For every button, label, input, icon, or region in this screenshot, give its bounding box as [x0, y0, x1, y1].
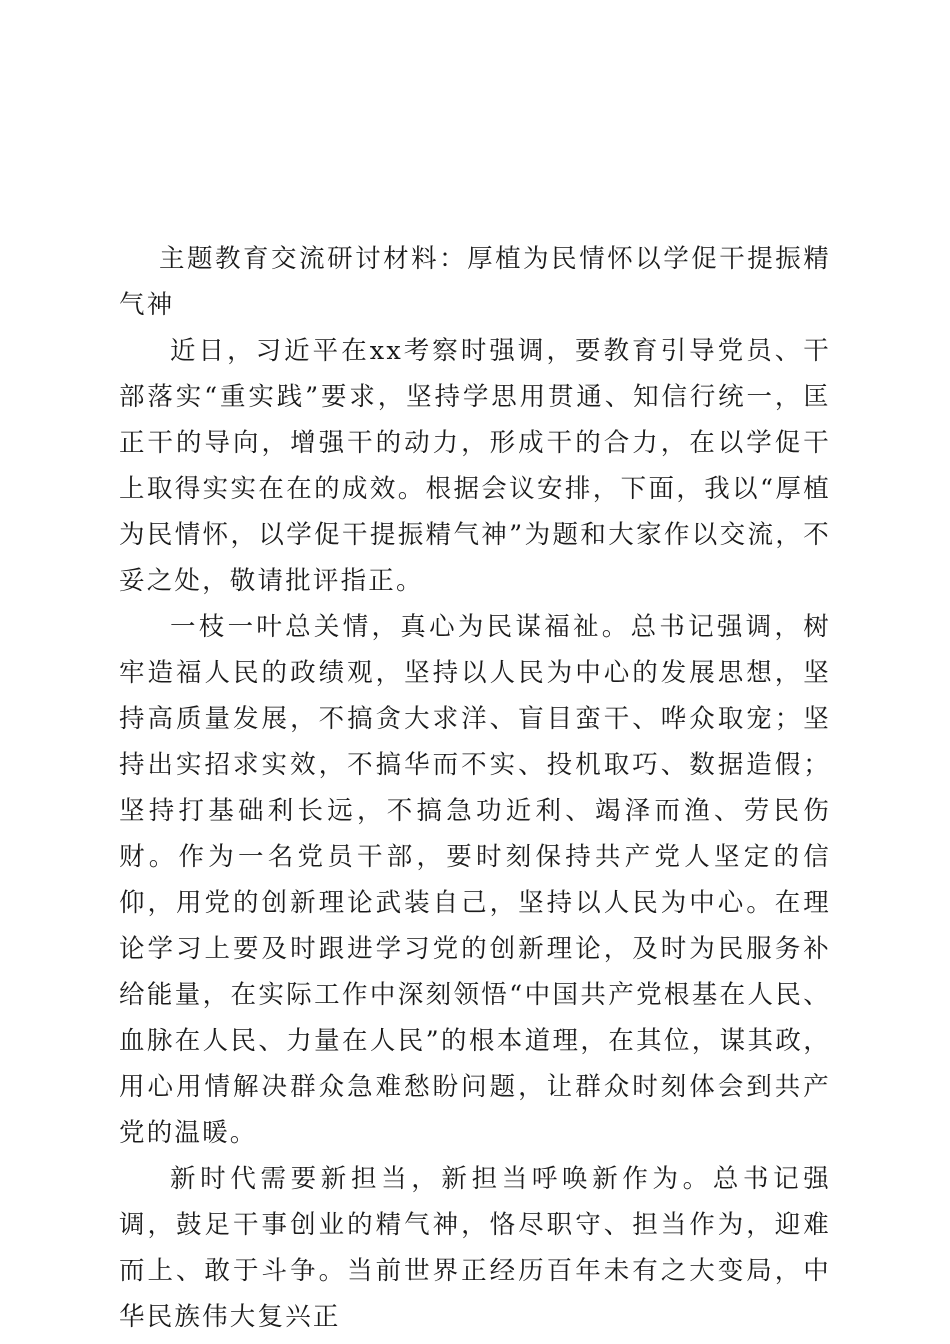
- paragraph-intro: 近日，习近平在xx考察时强调，要教育引导党员、干部落实“重实践”要求，坚持学思用贯通、知信行统一，匡正干的导向，增强干的动力，形成干的合力，在以学促干上取得实实在在的成效。根据会议安排，下面，我以“厚植为民情怀，以学促干提振精气神”为题和大家作以交流，不妥之处，敬请批评指正。: [119, 336, 831, 596]
- document-title: 主题教育交流研讨材料：厚植为民情怀以学促干提振精气神: [119, 244, 831, 320]
- paragraph-new-era: 新时代需要新担当，新担当呼唤新作为。总书记强调，鼓足干事创业的精气神，恪尽职守、担当作为，迎难而上、敢于斗争。当前世界正经历百年未有之大变局，中华民族伟大复兴正: [119, 1164, 831, 1332]
- document-body: [119, 236, 831, 1340]
- paragraph-people-welfare: 一枝一叶总关情，真心为民谋福祉。总书记强调，树牢造福人民的政绩观，坚持以人民为中心的发展思想，坚持高质量发展，不搞贪大求洋、盲目蛮干、哗众取宠；坚持出实招求实效，不搞华而不实、投机取巧、数据造假；坚持打基础利长远，不搞急功近利、竭泽而渔、劳民伤财。作为一名党员干部，要时刻保持共产党人坚定的信仰，用党的创新理论武装自己，坚持以人民为中心。在理论学习上要及时跟进学习党的创新理论，及时为民服务补给能量，在实际工作中深刻领悟“中国共产党根基在人民、血脉在人民、力量在人民”的根本道理，在其位，谋其政，用心用情解决群众急难愁盼问题，让群众时刻体会到共产党的温暖。: [119, 612, 831, 1148]
